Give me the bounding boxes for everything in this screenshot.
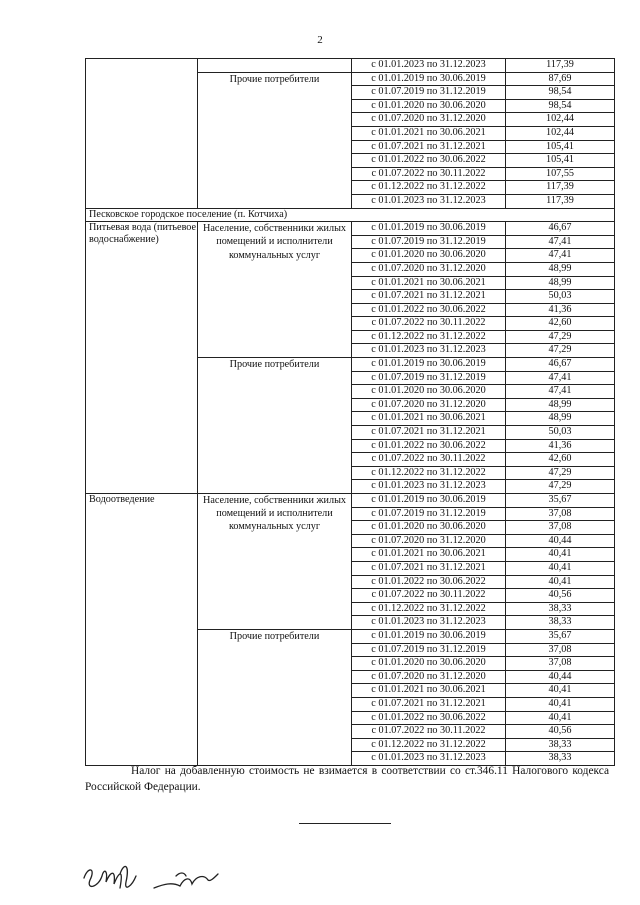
period-cell: с 01.12.2022 по 31.12.2022 xyxy=(352,181,506,195)
tariff-value-cell: 37,08 xyxy=(506,507,615,521)
consumer-cell: Прочие потребители xyxy=(198,629,352,765)
period-cell: с 01.01.2021 по 30.06.2021 xyxy=(352,548,506,562)
tariff-value-cell: 40,41 xyxy=(506,548,615,562)
tariff-value-cell: 37,08 xyxy=(506,521,615,535)
tariff-value-cell: 40,41 xyxy=(506,561,615,575)
tariff-value-cell: 117,39 xyxy=(506,181,615,195)
period-cell: с 01.07.2019 по 31.12.2019 xyxy=(352,235,506,249)
tariff-value-cell: 38,33 xyxy=(506,616,615,630)
tariff-value-cell: 47,29 xyxy=(506,466,615,480)
tariff-value-cell: 38,33 xyxy=(506,752,615,766)
tariff-value-cell: 98,54 xyxy=(506,86,615,100)
tariff-value-cell: 50,03 xyxy=(506,290,615,304)
period-cell: с 01.01.2020 по 30.06.2020 xyxy=(352,521,506,535)
tariff-value-cell: 35,67 xyxy=(506,629,615,643)
period-cell: с 01.07.2019 по 31.12.2019 xyxy=(352,371,506,385)
consumer-cell: Население, собственники жилых помещений и исполнители коммунальных услуг xyxy=(198,494,352,630)
tariff-value-cell: 48,99 xyxy=(506,398,615,412)
tariff-value-cell: 41,36 xyxy=(506,303,615,317)
period-cell: с 01.07.2019 по 31.12.2019 xyxy=(352,86,506,100)
tariff-value-cell: 48,99 xyxy=(506,262,615,276)
service-name-cell: Питьевая вода (питьевое водоснабжение) xyxy=(86,222,198,494)
tariff-value-cell: 41,36 xyxy=(506,439,615,453)
period-cell: с 01.01.2019 по 30.06.2019 xyxy=(352,494,506,508)
tariff-value-cell: 38,33 xyxy=(506,602,615,616)
tariff-value-cell: 48,99 xyxy=(506,276,615,290)
period-cell: с 01.07.2021 по 31.12.2021 xyxy=(352,426,506,440)
handwritten-signatures xyxy=(80,858,230,898)
tariff-value-cell: 117,39 xyxy=(506,194,615,208)
tariff-value-cell: 40,41 xyxy=(506,711,615,725)
period-cell: с 01.07.2022 по 30.11.2022 xyxy=(352,167,506,181)
period-cell: с 01.12.2022 по 31.12.2022 xyxy=(352,738,506,752)
period-cell: с 01.01.2021 по 30.06.2021 xyxy=(352,126,506,140)
consumer-cell: Прочие потребители xyxy=(198,72,352,208)
tariff-value-cell: 102,44 xyxy=(506,126,615,140)
tariff-value-cell: 38,33 xyxy=(506,738,615,752)
page-number: 2 xyxy=(317,34,323,46)
tariff-value-cell: 47,29 xyxy=(506,330,615,344)
period-cell: с 01.01.2021 по 30.06.2021 xyxy=(352,684,506,698)
tariff-value-cell: 47,41 xyxy=(506,235,615,249)
period-cell: с 01.01.2023 по 31.12.2023 xyxy=(352,480,506,494)
tariff-value-cell: 87,69 xyxy=(506,72,615,86)
period-cell: с 01.01.2019 по 30.06.2019 xyxy=(352,222,506,236)
period-cell: с 01.01.2023 по 31.12.2023 xyxy=(352,616,506,630)
tariff-value-cell: 40,44 xyxy=(506,670,615,684)
tariff-value-cell: 105,41 xyxy=(506,154,615,168)
period-cell: с 01.01.2021 по 30.06.2021 xyxy=(352,412,506,426)
vat-footnote: Налог на добавленную стоимость не взимается в соответствии со ст.346.11 Налогового кодекса Российской Федерации. xyxy=(85,765,609,793)
tariff-value-cell: 47,29 xyxy=(506,344,615,358)
period-cell: с 01.12.2022 по 31.12.2022 xyxy=(352,602,506,616)
service-name-cell: Водоотведение xyxy=(86,494,198,766)
signature-2-icon xyxy=(154,873,218,888)
period-cell: с 01.01.2020 по 30.06.2020 xyxy=(352,249,506,263)
period-cell: с 01.07.2020 по 31.12.2020 xyxy=(352,534,506,548)
period-cell: с 01.07.2021 по 31.12.2021 xyxy=(352,290,506,304)
tariff-value-cell: 42,60 xyxy=(506,453,615,467)
consumer-cell: Прочие потребители xyxy=(198,358,352,494)
period-cell: с 01.07.2021 по 31.12.2021 xyxy=(352,697,506,711)
period-cell: с 01.07.2022 по 30.11.2022 xyxy=(352,453,506,467)
period-cell: с 01.07.2022 по 30.11.2022 xyxy=(352,725,506,739)
period-cell: с 01.07.2021 по 31.12.2021 xyxy=(352,561,506,575)
tariff-table-body xyxy=(86,59,615,766)
table-row xyxy=(86,494,615,508)
tariff-value-cell: 98,54 xyxy=(506,99,615,113)
period-cell: с 01.01.2022 по 30.06.2022 xyxy=(352,303,506,317)
table-row xyxy=(86,59,615,73)
tariff-value-cell: 37,08 xyxy=(506,657,615,671)
section-row xyxy=(86,208,615,222)
period-cell: с 01.01.2023 по 31.12.2023 xyxy=(352,752,506,766)
period-cell: с 01.07.2020 по 31.12.2020 xyxy=(352,113,506,127)
tariff-value-cell: 105,41 xyxy=(506,140,615,154)
signature-1-icon xyxy=(84,866,136,888)
tariff-value-cell: 40,41 xyxy=(506,575,615,589)
period-cell: с 01.01.2020 по 30.06.2020 xyxy=(352,657,506,671)
tariff-value-cell: 47,41 xyxy=(506,385,615,399)
period-cell: с 01.07.2022 по 30.11.2022 xyxy=(352,317,506,331)
period-cell: с 01.07.2021 по 31.12.2021 xyxy=(352,140,506,154)
consumer-cell-continued xyxy=(198,59,352,73)
period-cell: с 01.01.2022 по 30.06.2022 xyxy=(352,575,506,589)
tariff-value-cell: 40,41 xyxy=(506,697,615,711)
period-cell: с 01.01.2019 по 30.06.2019 xyxy=(352,358,506,372)
tariff-value-cell: 47,29 xyxy=(506,480,615,494)
period-cell: с 01.01.2022 по 30.06.2022 xyxy=(352,154,506,168)
tariff-value-cell: 107,55 xyxy=(506,167,615,181)
period-cell: с 01.01.2021 по 30.06.2021 xyxy=(352,276,506,290)
period-cell: с 01.07.2019 по 31.12.2019 xyxy=(352,643,506,657)
section-title: Песковское городское поселение (п. Котчиха) xyxy=(86,208,615,222)
period-cell: с 01.07.2020 по 31.12.2020 xyxy=(352,398,506,412)
tariff-value-cell: 40,41 xyxy=(506,684,615,698)
period-cell: с 01.01.2020 по 30.06.2020 xyxy=(352,385,506,399)
table-row xyxy=(86,222,615,236)
period-cell: с 01.01.2023 по 31.12.2023 xyxy=(352,59,506,73)
tariff-value-cell: 40,56 xyxy=(506,725,615,739)
period-cell: с 01.01.2020 по 30.06.2020 xyxy=(352,99,506,113)
tariff-value-cell: 47,41 xyxy=(506,249,615,263)
service-cell-continued xyxy=(86,59,198,209)
tariff-value-cell: 46,67 xyxy=(506,358,615,372)
tariff-value-cell: 47,41 xyxy=(506,371,615,385)
period-cell: с 01.01.2023 по 31.12.2023 xyxy=(352,344,506,358)
period-cell: с 01.07.2020 по 31.12.2020 xyxy=(352,670,506,684)
period-cell: с 01.12.2022 по 31.12.2022 xyxy=(352,466,506,480)
period-cell: с 01.01.2022 по 30.06.2022 xyxy=(352,439,506,453)
period-cell: с 01.12.2022 по 31.12.2022 xyxy=(352,330,506,344)
separator-line xyxy=(299,823,391,824)
tariff-value-cell: 102,44 xyxy=(506,113,615,127)
period-cell: с 01.07.2020 по 31.12.2020 xyxy=(352,262,506,276)
period-cell: с 01.01.2019 по 30.06.2019 xyxy=(352,72,506,86)
tariff-value-cell: 37,08 xyxy=(506,643,615,657)
tariff-table xyxy=(85,58,615,766)
tariff-value-cell: 46,67 xyxy=(506,222,615,236)
tariff-value-cell: 40,44 xyxy=(506,534,615,548)
consumer-cell: Население, собственники жилых помещений и исполнители коммунальных услуг xyxy=(198,222,352,358)
period-cell: с 01.07.2022 по 30.11.2022 xyxy=(352,589,506,603)
tariff-value-cell: 117,39 xyxy=(506,59,615,73)
tariff-value-cell: 42,60 xyxy=(506,317,615,331)
tariff-value-cell: 50,03 xyxy=(506,426,615,440)
period-cell: с 01.07.2019 по 31.12.2019 xyxy=(352,507,506,521)
tariff-value-cell: 48,99 xyxy=(506,412,615,426)
period-cell: с 01.01.2022 по 30.06.2022 xyxy=(352,711,506,725)
period-cell: с 01.01.2023 по 31.12.2023 xyxy=(352,194,506,208)
period-cell: с 01.01.2019 по 30.06.2019 xyxy=(352,629,506,643)
tariff-value-cell: 40,56 xyxy=(506,589,615,603)
tariff-value-cell: 35,67 xyxy=(506,494,615,508)
